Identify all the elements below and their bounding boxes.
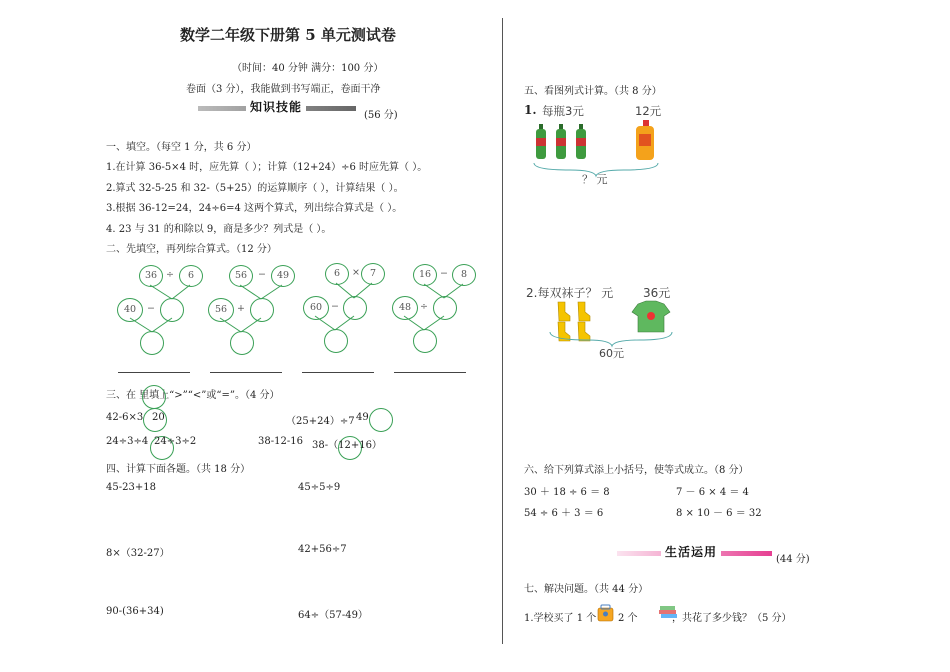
sock-icon	[578, 322, 590, 341]
tree2-op1: −	[258, 269, 266, 280]
bottle-price-label: 每瓶3元	[542, 104, 584, 118]
compare-r2-left: 24÷3÷4	[106, 436, 149, 447]
shirt-price-label: 36元	[643, 286, 671, 300]
juice-price-label: 12元	[635, 104, 662, 118]
calc-item-3: 8×（32-27）	[106, 548, 170, 559]
total-60-label: 60元	[599, 347, 624, 360]
banner-knowledge-score: (56 分)	[364, 110, 398, 121]
banner-life-score: (44 分)	[776, 554, 810, 565]
green-bottle-icon	[576, 124, 586, 159]
tree2-final-answer-circle[interactable]	[230, 331, 254, 355]
problem-7-1-text-c: ，共花了多少钱？（5 分）	[672, 613, 792, 624]
tree1-op2: −	[147, 303, 155, 314]
tree2-mid-left-circle: 56	[208, 298, 234, 322]
tree4-top-right-circle: 8	[452, 264, 476, 286]
sock-icon	[558, 302, 570, 321]
fill-q3: 3.根据 36-12=24，24÷6=4 这两个算式，列出综合算式是（ ）。	[106, 203, 403, 214]
green-bottle-icon	[556, 124, 566, 159]
tree4-answer-line[interactable]	[394, 372, 466, 373]
banner-knowledge-label: 知识技能	[246, 98, 306, 115]
tree4-mid-answer-circle[interactable]	[433, 296, 457, 320]
socks-price-label: 2.每双袜子？ 元	[526, 286, 614, 300]
socks-shirt-illustration	[548, 298, 678, 350]
tree3-op1: ×	[352, 267, 360, 278]
section-2-heading: 二、先填空，再列综合算式。（12 分）	[106, 244, 277, 255]
heading-compare-circle	[142, 385, 166, 409]
tree2-answer-line[interactable]	[210, 372, 282, 373]
banner-life-label: 生活运用	[661, 543, 721, 560]
tree4-op1: −	[440, 268, 448, 279]
time-score-note: （时间：40 分钟 满分：100 分）	[232, 63, 384, 74]
bracket-eq-3[interactable]: 54 ÷ 6 ＋ 3 ＝ 6	[524, 508, 604, 519]
tree3-answer-line[interactable]	[302, 372, 374, 373]
tree2-top-right-circle: 49	[271, 265, 295, 287]
tree1-op1: ÷	[166, 269, 174, 280]
compare-r1-circle-2[interactable]	[369, 408, 393, 432]
tree3-final-answer-circle[interactable]	[324, 329, 348, 353]
compare-r2-right: 24÷3÷2	[154, 436, 197, 447]
tree4-mid-left-circle: 48	[392, 296, 418, 320]
compare-r1-left-2: （25+24）÷7	[286, 416, 355, 427]
tree2-top-left-circle: 56	[229, 265, 253, 287]
calc-item-4: 42+56÷7	[298, 544, 347, 555]
tree4-op2: ÷	[420, 301, 428, 312]
calc-item-6: 64÷（57-49）	[298, 610, 368, 621]
sock-icon	[578, 302, 590, 321]
compare-r2-right-2: 38-（12+16）	[312, 440, 382, 451]
tree2-op2: +	[237, 303, 245, 314]
compare-r1-left: 42-6×3	[106, 412, 144, 423]
tree4-top-left-circle: 16	[413, 264, 437, 286]
section-5-heading: 五、看图列式计算。（共 8 分）	[524, 86, 662, 97]
page-title: 数学二年级下册第 5 单元测试卷	[180, 26, 396, 44]
tree3-top-left-circle: 6	[325, 263, 349, 285]
calc-item-5: 90-(36+34)	[106, 606, 164, 617]
calc-item-1: 45-23+18	[106, 482, 156, 493]
tree4-final-answer-circle[interactable]	[413, 329, 437, 353]
school-bag-icon	[596, 603, 616, 623]
column-divider	[502, 18, 503, 644]
compare-r1-right-2: 49	[356, 412, 369, 423]
compare-r1-right: 20	[152, 412, 165, 423]
tree3-mid-left-circle: 60	[303, 296, 329, 320]
section-7-heading: 七、解决问题。（共 44 分）	[524, 584, 649, 595]
tree1-top-left-circle: 36	[139, 265, 163, 287]
section-4-heading: 四、计算下面各题。（共 18 分）	[106, 464, 251, 475]
tree3-mid-answer-circle[interactable]	[343, 296, 367, 320]
fill-q2: 2.算式 32-5-25 和 32-（5+25）的运算顺序（ ），计算结果（ ）。	[106, 183, 404, 194]
bracket-eq-4[interactable]: 8 × 10 － 6 ＝ 32	[676, 508, 762, 519]
fill-q1: 1.在计算 36-5×4 时，应先算（ ）；计算（12+24）÷6 时应先算（ ）。	[106, 162, 428, 173]
problem-7-1-text-a: 1.学校买了 1 个	[524, 613, 597, 624]
tree1-top-right-circle: 6	[179, 265, 203, 287]
juice-bottle-icon	[636, 120, 654, 160]
section-3-heading: 三、在 里填上“>”“<”或“=”。（4 分）	[106, 390, 280, 401]
section-1-heading: 一、填空。（每空 1 分，共 6 分）	[106, 142, 257, 153]
t-shirt-icon	[632, 301, 670, 332]
compare-r2-left-2: 38-12-16	[258, 436, 303, 447]
tree3-op2: −	[331, 301, 339, 312]
neatness-note: 卷面（3 分），我能做到书写端正，卷面干净	[186, 84, 381, 95]
bracket-eq-1[interactable]: 30 ＋ 18 ÷ 6 ＝ 8	[524, 487, 610, 498]
total-price-question: ？ 元	[582, 173, 608, 186]
section-banner-life	[617, 546, 777, 560]
tree3-top-right-circle: 7	[361, 263, 385, 285]
problem-7-1-text-b: 2 个	[618, 613, 638, 624]
calc-item-2: 45÷5÷9	[298, 482, 341, 493]
tree1-mid-answer-circle[interactable]	[160, 298, 184, 322]
problem-1-number: 1.	[524, 103, 537, 117]
fill-q4: 4. 23 与 31 的和除以 9，商是多少？列式是（ ）。	[106, 224, 332, 235]
tree1-answer-line[interactable]	[118, 372, 190, 373]
bracket-eq-2[interactable]: 7 － 6 × 4 ＝ 4	[676, 487, 749, 498]
tree2-mid-answer-circle[interactable]	[250, 298, 274, 322]
section-6-heading: 六、给下列算式添上小括号，使等式成立。（8 分）	[524, 465, 749, 476]
tree1-mid-left-circle: 40	[117, 298, 143, 322]
green-bottle-icon	[536, 124, 546, 159]
tree1-final-answer-circle[interactable]	[140, 331, 164, 355]
